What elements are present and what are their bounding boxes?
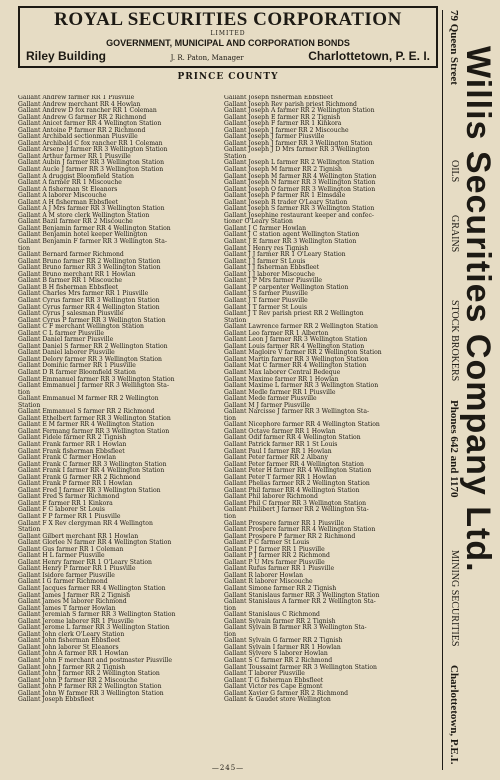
directory-entry: Gallant Odif farmer RR 4 Wellington Station (224, 434, 361, 442)
directory-entry: Gallant Charles Mrs farmer RR 1 Piusville (18, 290, 149, 298)
directory-entry: Gallant Joseph Rev parish priest Richmond (224, 100, 357, 108)
directory-entry: Gallant A J Mrs farmer RR 3 Wellington Station (18, 205, 165, 213)
directory-entry: Gallant Victor res Cape Egmont (224, 683, 323, 691)
directory-entry: Gallant John W farmer RR 3 Wellington Station (18, 689, 164, 697)
directory-entry: Gallant J J farmer St Louis (224, 257, 306, 265)
directory-entry: Gallant J Henry res Tignish (224, 244, 309, 252)
directory-entry: Gallant Archibald sectionman Piusville (18, 133, 138, 141)
directory-entry: Gallant Leon J farmer RR 3 Wellington Station (224, 336, 368, 344)
directory-entry: Gallant Fidele farmer RR 2 Tignish (18, 434, 127, 442)
directory-entry: Gallant J P Mrs farmer Piusville (224, 277, 323, 285)
directory-entry: Gallant Joseph N farmer RR 3 Wellington Station (224, 179, 376, 187)
directory-entry: Gallant Jerome laborer RR 1 Piusville (18, 617, 134, 625)
page-number: —245— (211, 764, 245, 772)
directory-entry: Gallant A fisherman St Eleanors (18, 185, 118, 193)
directory-entry: Gallant R laborer Howlan (224, 571, 304, 579)
directory-entry: Gallant Nicephore farmer RR 4 Wellington Station (224, 421, 380, 429)
directory-entry: Gallant Joseph O farmer RR 3 Wellington Station (224, 185, 376, 193)
directory-entry: Gallant Bruno merchant RR 1 Howlan (18, 270, 136, 278)
directory-entry: Gallant Peter H farmer RR 4 Wellington Station (224, 467, 372, 475)
directory-entry: Gallant Sylvain B farmer RR 3 Wellington Sta- (224, 624, 367, 632)
ad-bonds-line: GOVERNMENT, MUNICIPAL AND CORPORATION BONDS (106, 38, 350, 48)
directory-entry: Gallant Frank fisherman Ebbsfleet (18, 447, 125, 455)
directory-entry: Gallant Joseph R trader O'Leary Station (224, 198, 348, 206)
directory-entry: Gallant John fisherman Ebbsfleet (18, 637, 121, 645)
side-ad-stock-brokers: STOCK BROKERS (449, 300, 460, 382)
directory-entry: Gallant Arthur farmer RR 1 Piusville (18, 152, 131, 160)
directory-entry: Gallant John J farmer RR 2 Tignish (18, 663, 126, 671)
side-ad-mining: MINING SECURITIES (449, 550, 460, 647)
directory-entry: Gallant Andrew G farmer RR 2 Richmond (18, 113, 147, 121)
directory-entry: Gallant Phelias farmer RR 2 Wellington Station (224, 480, 370, 488)
ad-city: Charlottetown, P. E. I. (308, 49, 430, 63)
directory-entry: Gallant Joseph F farmer RR 1 Kinkora (224, 120, 342, 128)
directory-entry: Gallant Sylvain I farmer RR 1 Howlan (224, 643, 341, 651)
directory-entry: Gallant John clerk O'Leary Station (18, 630, 125, 638)
left-listing-column (18, 95, 220, 704)
directory-entry: Gallant Cyrus farmer RR 3 Wellington Station (18, 296, 160, 304)
directory-entry: tion (224, 630, 236, 638)
directory-entry: Gallant F X Rev clergyman RR 4 Wellington (18, 519, 153, 527)
directory-entry: Gallant Sylvain farmer RR 2 Tignish (224, 617, 336, 625)
directory-entry: Gallant Magloire V farmer RR 2 Wellington Station (224, 349, 382, 357)
directory-entry: Gallant A farmer RR 1 Miscouche (18, 179, 122, 187)
directory-entry: Gallant Emmanuel J farmer RR 3 Wellington Sta- (18, 382, 170, 390)
directory-entry: Gallant B farmer RR 1 Miscouche (18, 277, 122, 285)
directory-entry: Gallant Sylvere S laborer Howlan (224, 650, 328, 658)
directory-entry: Gallant H L farmer Piusville (18, 552, 105, 560)
directory-entry: Gallant Benjamin hotel keeper Wellington (18, 231, 148, 239)
directory-entry: Gallant Benjamin farmer RR 4 Wellington Station (18, 224, 171, 232)
royal-securities-ad (18, 6, 438, 68)
directory-entry: Gallant Joseph J farmer Piusville (224, 133, 325, 141)
directory-entry: Gallant Bruno farmer RR 3 Wellington Station (18, 264, 161, 272)
ad-contact-row (20, 49, 436, 66)
directory-entry: Gallant Peter farmer RR 2 Albany (224, 454, 328, 462)
directory-entry: Gallant Joseph M farmer RR 2 Tignish (224, 166, 342, 174)
directory-entry: Gallant F farmer RR 1 Kinkora (18, 499, 113, 507)
directory-entry: Gallant Sylvain G farmer RR 2 Tignish (224, 637, 343, 645)
directory-entry: Gallant Bruno farmer RR 2 Wellington Station (18, 257, 161, 265)
ad-building: Riley Building (26, 49, 107, 63)
directory-entry: Gallant T G fisherman Ebbsfleet (224, 676, 324, 684)
directory-entry: Gallant Henry P farmer RR 1 Piusville (18, 565, 136, 573)
directory-entry: Gallant Stanislaus farmer RR 3 Wellington Station (224, 591, 380, 599)
directory-entry: Gallant Joseph Ebbsfleet (18, 696, 95, 704)
directory-entry: Gallant Frank P farmer RR 1 Howlan (18, 480, 133, 488)
directory-entry: tion (18, 244, 30, 252)
directory-entry: Gallant A laborer Miscouche (18, 192, 107, 200)
directory-entry: Gallant Prospere farmer RR 1 Piusville (224, 519, 345, 527)
directory-entry: tion (18, 388, 30, 396)
ad-manager: J. R. Paton, Manager (170, 54, 244, 62)
directory-entry: Gallant Josephine restaurant keeper and confec- (224, 211, 374, 219)
directory-entry: Gallant Jerome L farmer RR 3 Wellington Station (18, 624, 170, 632)
directory-entry: Gallant Emmanuel farmer RR 3 Wellington Station (18, 375, 175, 383)
directory-entry: Gallant Maxime farmer RR 1 Howlan (224, 375, 339, 383)
directory-entry: Gallant Bazil farmer RR 2 Miscouche (18, 218, 133, 226)
directory-entry: Gallant Xavier G farmer RR 2 Richmond (224, 689, 349, 697)
directory-entry: Gallant Bernard farmer Richmond (18, 251, 124, 259)
directory-entry: Gallant A druggist Bloomfield Station (18, 172, 134, 180)
directory-entry: Gallant Fermang farmer RR 3 Wellington Station (18, 427, 170, 435)
directory-entry: Gallant Phil C farmer RR 3 Wellington Station (224, 499, 367, 507)
directory-entry: Gallant J T farmer St Louis (224, 303, 308, 311)
directory-entry: Gallant Narcisse J farmer RR 3 Wellington Sta- (224, 408, 370, 416)
directory-entry: Gallant R laborer Miscouche (224, 578, 313, 586)
directory-entry: Gallant Cyrus farmer RR 4 Wellington Station (18, 303, 160, 311)
directory-entry: Gallant Cyrus P farmer RR 3 Wellington Station (18, 316, 166, 324)
directory-entry: tion (224, 604, 236, 612)
directory-entry: Gallant Phil farmer RR 4 Wellington Station (224, 486, 360, 494)
directory-entry: Station (224, 152, 247, 160)
directory-entry: Gallant F P farmer RR 1 Piusville (18, 513, 121, 520)
directory-entry: tion (224, 414, 236, 422)
directory-entry: Gallant Benjamin F farmer RR 3 Wellington Sta- (18, 238, 167, 246)
directory-entry: Gallant B H fisherman Ebbsfleet (18, 283, 119, 291)
directory-entry: Gallant Joseph J D Mrs farmer RR 3 Wellington (224, 146, 370, 154)
directory-entry: Gallant Maxime L farmer RR 3 Wellington Station (224, 382, 379, 390)
directory-entry: Gallant Mede farmer Piusville (224, 395, 317, 403)
directory-entry: Gallant J J fisherman Ebbsfleet (224, 264, 320, 272)
directory-entry: Gallant Joseph P farmer RR 1 Elmsdale (224, 192, 346, 200)
directory-entry: Gallant P J farmer RR 1 Piusville (224, 545, 325, 553)
directory-entry: Gallant Aucle J farmer RR 3 Wellington Station (18, 166, 164, 174)
directory-entry: Gallant & Gaudet store Wellington (224, 696, 331, 704)
directory-entry: Gallant Fred S farmer Richmond (18, 493, 120, 501)
directory-entry: tioner O'Leary Station (224, 218, 293, 226)
directory-entry: Gallant James T farmer Howlan (18, 604, 116, 612)
directory-entry: Gallant Frank I farmer RR 4 Wellington Station (18, 467, 165, 475)
directory-entry: Gallant Prospere farmer RR 4 Wellington Station (224, 526, 376, 534)
directory-entry: Gallant Daniel S farmer RR 2 Wellington Station (18, 342, 168, 350)
directory-entry: Gallant M J farmer Piusville (224, 401, 310, 409)
directory-entry: Gallant John A farmer RR 1 Howlan (18, 650, 129, 658)
directory-entry: Gallant J E farmer RR 3 Wellington Station (224, 238, 357, 246)
directory-entry: Gallant F C laborer St Louis (18, 506, 105, 514)
directory-entry: Gallant Toussaint farmer RR 3 Wellington Station (224, 663, 377, 671)
side-ad-city: Charlottetown, P.E.I. (448, 665, 460, 765)
directory-entry: Gallant Joseph J farmer RR 3 Wellington Station (224, 139, 373, 147)
directory-entry: Gallant Dominic farmer RR 1 Piusville (18, 362, 136, 370)
side-ad-grains: GRAINS (449, 215, 460, 253)
directory-entry: Gallant J P carpenter Wellington Station (224, 283, 349, 291)
directory-entry: Gallant Stanislaus A farmer RR 2 Wellington Sta- (224, 598, 376, 606)
directory-entry: Gallant Martin farmer RR 3 Wellington Station (224, 355, 369, 363)
directory-entry: Gallant Louis farmer RR 4 Wellington Station (224, 342, 365, 350)
directory-entry: Gallant A H fisherman Ebbsfleet (18, 198, 118, 206)
directory-entry: Gallant Cyrus J salesman Piusville (18, 310, 124, 318)
right-listing-column (224, 95, 426, 704)
directory-entry: Gallant Frank C farmer RR 3 Wellington Station (18, 460, 167, 468)
directory-entry: Gallant Frank G farmer RR 2 Richmond (18, 473, 141, 481)
directory-entry: Gallant Lawrence farmer RR 2 Wellington Station (224, 323, 378, 331)
directory-entry: Gallant Glorlee N farmer RR 4 Wellington Station (18, 539, 172, 547)
directory-entry: Station (18, 526, 41, 534)
directory-entry: Gallant Daniel laborer Piusville (18, 349, 115, 357)
directory-entry: Station (224, 316, 247, 324)
directory-entry: Gallant Rufus farmer RR 1 Piusville (224, 565, 335, 573)
directory-entry: Gallant Patrick farmer RR 1 St Louis (224, 440, 338, 448)
directory-entry: Gallant Peter farmer RR 4 Wellington Station (224, 460, 364, 468)
directory-entry: Gallant Paul I farmer RR 1 Howlan (224, 447, 332, 455)
directory-entry: Gallant Daniel farmer Piusville (18, 336, 114, 344)
directory-entry: Gallant Andrew merchant RR 4 Howlan (18, 100, 141, 108)
directory-entry: Gallant Anicet farmer RR 4 Wellington Station (18, 120, 162, 128)
directory-entry: Gallant J J laborer Miscouche (224, 270, 315, 278)
directory-entry: Gallant J C station agent Wellington Station (224, 231, 360, 239)
directory-entry: Gallant Max laborer Central Bedeque (224, 368, 341, 376)
directory-entry: Gallant Medle farmer RR 1 Piusville (224, 388, 336, 396)
directory-entry: Gallant Philibert J farmer RR 2 Wellington Sta- (224, 506, 369, 514)
directory-entry: Gallant Isidore farmer Piusville (18, 571, 115, 579)
side-ad-oils: OILS (449, 160, 460, 183)
directory-entry: Gallant John P farmer RR 2 Miscouche (18, 676, 138, 684)
side-ad-phones: Phones 642 and 1170 (448, 400, 460, 498)
directory-entry: Gallant Antoine P farmer RR 2 Richmond (18, 126, 146, 134)
directory-entry: Gallant Phil laborer Richmond (224, 493, 318, 501)
directory-entry: Gallant P J farmer RR 2 Richmond (224, 552, 330, 560)
side-ad-address: 79 Queen Street (448, 10, 460, 85)
directory-entry: Gallant Gus farmer RR 1 Coleman (18, 545, 124, 553)
directory-entry: Gallant Emmanuel S farmer RR 2 Richmond (18, 408, 155, 416)
county-heading: PRINCE COUNTY (177, 72, 279, 82)
directory-entry: Gallant Fred J farmer RR 3 Wellington Station (18, 486, 161, 494)
directory-entry: Gallant Joseph E farmer RR 2 Tignish (224, 113, 341, 121)
side-ad-details (446, 10, 460, 770)
directory-entry: Gallant Joseph J farmer RR 2 Miscouche (224, 126, 349, 134)
directory-entry: Gallant Archibald C fox rancher RR 1 Coleman (18, 139, 163, 147)
directory-entry: Gallant John laborer St Eleanors (18, 643, 119, 651)
directory-entry: Gallant Gilbert merchant RR 1 Howlan (18, 532, 139, 540)
directory-entry: tion (224, 513, 236, 520)
directory-entry: Gallant Stanislaus C Richmond (224, 611, 320, 619)
directory-entry: Gallant Henry farmer RR 1 O'Leary Station (18, 558, 152, 566)
directory-entry: Gallant Jacques farmer RR 4 Wellington Station (18, 585, 166, 593)
directory-entry: Gallant John J farmer RR 2 Wellington Station (18, 670, 160, 678)
directory-entry: Gallant Frank farmer RR 1 Howlan (18, 440, 127, 448)
ad-limited: LIMITED (210, 30, 246, 37)
directory-entry: Gallant C F merchant Wellington Station (18, 323, 144, 331)
directory-entry: Gallant P U Mrs farmer Piusville (224, 558, 325, 566)
directory-entry: Gallant Joseph M farmer RR 4 Wellington Station (224, 172, 377, 180)
directory-entry: Gallant Andrew D fox rancher RR 1 Coleman (18, 107, 157, 115)
directory-entry: Gallant P C farmer St Louis (224, 539, 310, 547)
directory-entry: Gallant Octave farmer RR 1 Howlan (224, 427, 336, 435)
directory-entry: Gallant C L farmer Piusville (18, 329, 104, 337)
directory-entry: Gallant Andrew farmer RR 1 Piusville (18, 95, 135, 101)
directory-entry: Station (18, 401, 41, 409)
directory-entry: Gallant A M store clerk Wellington Station (18, 211, 150, 219)
directory-entry: Gallant James M laborer Richmond (18, 598, 127, 606)
directory-entry: Gallant Prospere P farmer RR 2 Richmond (224, 532, 356, 540)
directory-entry: Gallant J T Rev parish priest RR 2 Wellington (224, 310, 364, 318)
side-ad-company: Willis Securities Company Ltd. (459, 46, 497, 573)
willis-securities-ad (442, 10, 497, 770)
ad-company-name: ROYAL SECURITIES CORPORATION (54, 9, 402, 30)
directory-entry: Gallant J S farmer Piusville (224, 290, 308, 298)
directory-entry: Gallant James J farmer RR 2 Tignish (18, 591, 131, 599)
directory-entry: Gallant Simone farmer RR 2 Tignish (224, 585, 337, 593)
directory-entry: Gallant Peter T farmer RR 1 Howlan (224, 473, 337, 481)
directory-entry: Gallant S C farmer RR 2 Richmond (224, 657, 333, 665)
directory-entry: Gallant J C farmer Howlan (224, 224, 307, 232)
directory-entry: Gallant D R farmer Bloomfield Station (18, 368, 136, 376)
directory-entry: Gallant Jeremiah S farmer RR 3 Wellington Station (18, 611, 176, 619)
directory-entry: Gallant Joseph fisherman Ebbsfleet (224, 95, 333, 101)
directory-entry: Gallant J J farmer RR 1 O'Leary Station (224, 251, 346, 259)
directory-entry: Gallant E M farmer RR 4 Wellington Station (18, 421, 155, 429)
directory-entry: Gallant John F merchant and postmaster Piusville (18, 657, 172, 665)
directory-entry: Gallant Joseph S farmer RR 3 Wellington Station (224, 205, 375, 213)
directory-entry: Gallant Frank C farmer Howlan (18, 454, 117, 462)
directory-entry: Gallant Aubin J farmer RR 3 Wellington Station (18, 159, 164, 167)
directory-entry: Gallant Emmanuel M farmer RR 2 Wellington (18, 395, 159, 403)
directory-entry: Gallant Ethelbert farmer RR 3 Wellington Station (18, 414, 171, 422)
directory-entry: Gallant Joseph L farmer RR 2 Wellington Station (224, 159, 375, 167)
directory-entry: Gallant T laborer Piusville (224, 670, 305, 678)
directory-entry: Gallant Arsene J farmer RR 3 Wellington Station (18, 146, 168, 154)
directory-entry: Gallant J T farmer Piusville (224, 296, 308, 304)
directory-entry: Gallant Leo farmer RR 1 Alberton (224, 329, 329, 337)
directory-entry: Gallant Joseph A farmer RR 2 Wellington Station (224, 107, 375, 115)
directory-entry: Gallant Mat C farmer RR 4 Wellington Station (224, 362, 367, 370)
directory-entry: Gallant I G farmer Richmond (18, 578, 108, 586)
directory-entry: Gallant Delory farmer RR 3 Wellington Station (18, 355, 162, 363)
directory-entry: Gallant John P farmer RR 2 Wellington Station (18, 683, 162, 691)
side-ad-rotated (443, 10, 497, 770)
